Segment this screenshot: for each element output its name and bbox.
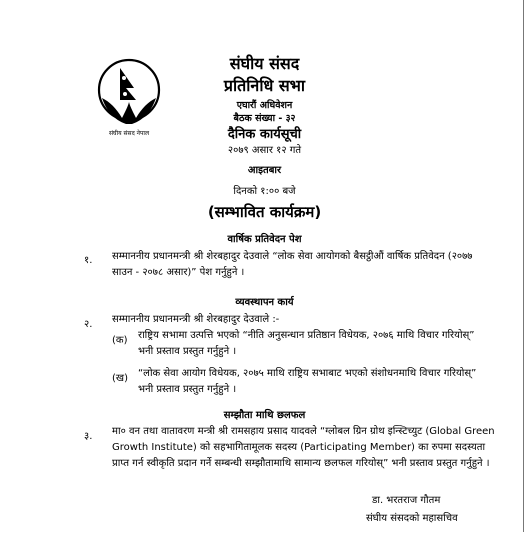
item-number: २. bbox=[84, 319, 93, 330]
session-label: एघारौं अधिवेशन bbox=[236, 100, 293, 111]
item-text: मा० वन तथा वातावरण मन्त्री श्री रामसहाय प्रसाद यादवले “ग्लोबल ग्रिन ग्रोथ इन्स्टिच्युट (Global Green Growth Institute) को सहभागितामूलक सदस्य (Participating Member) का रुपमा सदस्यता प्राप्त गर्न स्वीकृति प्रदान गर्ने सम्बन्धी सम्झौतामाथि सामान्य छलफल गरियोस्” भनी प्रस्ताव प्रस्तुत गर्नुहुने । bbox=[112, 426, 495, 469]
item-number: १. bbox=[84, 255, 93, 266]
item-number: ३. bbox=[84, 431, 93, 442]
emblem-caption: संघीय संसद नेपाल bbox=[108, 130, 150, 137]
item-text: सम्माननीय प्रधानमन्त्री श्री शेरबहादुर देउवाले :- bbox=[112, 314, 280, 325]
item-text: सम्माननीय प्रधानमन्त्री श्री शेरबहादुर देउवाले “लोक सेवा आयोगको बैसट्ठीऔं वार्षिक प्रतिवेदन (२०७७ साउन - २०७८ असार)” पेश गर्नुहुने । bbox=[112, 251, 473, 278]
signatory-title: संघीय संसदको महासचिव bbox=[366, 513, 458, 524]
subitem-text: राष्ट्रिय सभामा उत्पत्ति भएको “नीति अनुसन्धान प्रतिष्ठान विधेयक, २०७६ माथि विचार गरियोस्” भनी प्रस्ताव प्रस्तुत गर्नुहुने । bbox=[138, 330, 475, 357]
weekday: आइतबार bbox=[247, 165, 282, 176]
section-heading-legislation: व्यवस्थापन कार्य bbox=[235, 297, 294, 308]
subitem-label: (क) bbox=[112, 335, 128, 346]
signatory-name: डा. भरतराज गौतम bbox=[372, 495, 441, 506]
meeting-number: बैठक संख्या - ३२ bbox=[233, 113, 296, 124]
section-heading-annual-report: वार्षिक प्रतिवेदन पेश bbox=[227, 234, 302, 245]
date: २०७९ असार १२ गते bbox=[227, 145, 302, 156]
house-title: संघीय संसद bbox=[229, 54, 300, 73]
daily-agenda-title: दैनिक कार्यसूची bbox=[227, 127, 302, 142]
house-subtitle: प्रतिनिधि सभा bbox=[223, 76, 306, 95]
meeting-time: दिनको १:०० बजे bbox=[233, 186, 296, 197]
subitem-label: (ख) bbox=[112, 373, 128, 384]
probable-program-heading: (सम्भावित कार्यक्रम) bbox=[207, 203, 322, 221]
subitem-text: “लोक सेवा आयोग विधेयक, २०७५ माथि राष्ट्रिय सभाबाट भएको संशोधनमाथि विचार गरियोस्” भनी प्रस्ताव प्रस्तुत गर्नुहुने । bbox=[138, 368, 477, 395]
section-heading-agreement: सम्झौता माथि छलफल bbox=[223, 410, 306, 421]
